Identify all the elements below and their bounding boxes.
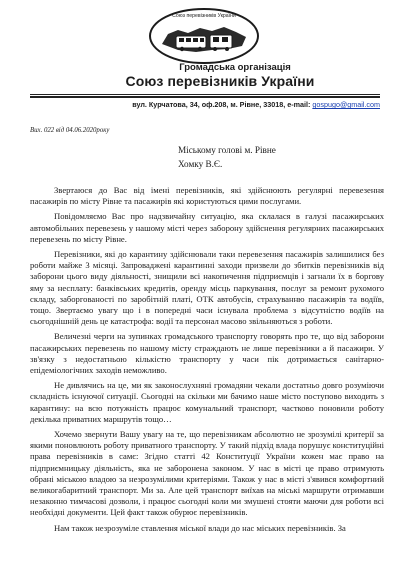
address-text: вул. Курчатова, 34, оф.208, м. Рівне, 33018, e-mail:	[132, 100, 311, 109]
paragraph: Не дивлячись на це, ми як законослухняні громадяни чекали достатньо довго розуміючи складність існуючої ситуації. Сьогодні на скільки ми бачимо наше місто поступово виходить з карантину: на всю потужність працює комунальний транспорт, частково поновили роботу декілька приватних маршрутів тощо…	[30, 380, 384, 424]
organization-address	[0, 100, 380, 109]
email-link[interactable]: gospugo@gmail.com	[312, 100, 380, 109]
letter-body	[30, 185, 384, 538]
paragraph: Звертаюся до Вас від імені перевізників, які здійснюють регулярні перевезення пасажирів по місту Рівне та пасажирів які користуються цими послугами.	[30, 185, 384, 207]
logo-text: Союз перевізників України	[172, 13, 236, 19]
paragraph: Величезні черги на зупинках громадського транспорту говорять про те, що від заборони пасажирських перевезень по нашому місту страждають не лише перевізники а й пасажири. У зв'язку з недостатньою кількістю транспорту у часи пік дотримається санітарно-епідеміологічних заходів неможливо.	[30, 331, 384, 376]
paragraph: Повідомляємо Вас про надзвичайну ситуацію, яка склалася в галузі пасажирських автомобільних перевезень у нашому місті через заборону здійснення регулярних пасажирських перевезень по місту Рівне.	[30, 211, 384, 244]
paragraph: Хочемо звернути Вашу увагу на те, що перевізникам абсолютно не зрозумілі критерії за якими поновлюють роботу приватного транспорту. У такий підхід влада порушує конституційні права перевізників в самє: Згідно статті 42 Конституції України кожен має право на підприємницьку діяльність, яка не заборонена законом. У нас в місті це право отримують обрані міською владою за незрозумілими критеріями. Також у нас в місті з'явився комфортний великогабаритний транспорт. Ми за. Але цей транспорт виїхав на міські маршрути отримавши незаконно тимчасові дозволи, і працює сьогодні коли ми змушені стояти маючи для роботи всі необхідні документи. Цей факт також обурює перевізників.	[30, 429, 384, 518]
letterhead-divider-thick	[30, 96, 380, 98]
organization-logo	[148, 6, 260, 64]
letterhead-divider	[30, 94, 380, 95]
organization-name: Союз перевізників України	[125, 73, 315, 89]
recipient-block	[178, 143, 276, 171]
organization-type: Громадська організація	[179, 62, 291, 73]
recipient-name: Хомку В.Є.	[178, 159, 223, 169]
outgoing-number: Вих. 022 від 04.06.2020року	[30, 127, 110, 134]
paragraph: Перевізники, які до карантину здійснювали таки перевезення пасажирів залишилися без роботи майже 3 місяці. Запроваджені карантинні заходи призвели до збитків перевізників від заборони цього виду діяльності, знищили всі накопичення підприємців і загнали їх в боргову яму за несплату: банківських кредитів, оренду місць паркування, послуг за ремонт рухомого складу, заборгованості по заробітній платі, ОТК автобусів, страхуванню пасажирів та водіїв, тощо. Звертаємо увагу що і в попередні часи існувала проблема з відсутністю водіїв на сьогоднішній день це катастрофа: водії та персонал масово звільняються з роботи.	[30, 249, 384, 327]
paragraph: Нам також незрозуміле ставлення міської влади до нас міських перевізників. За	[54, 522, 346, 533]
recipient-position: Міському голові м. Рівне	[178, 145, 276, 155]
